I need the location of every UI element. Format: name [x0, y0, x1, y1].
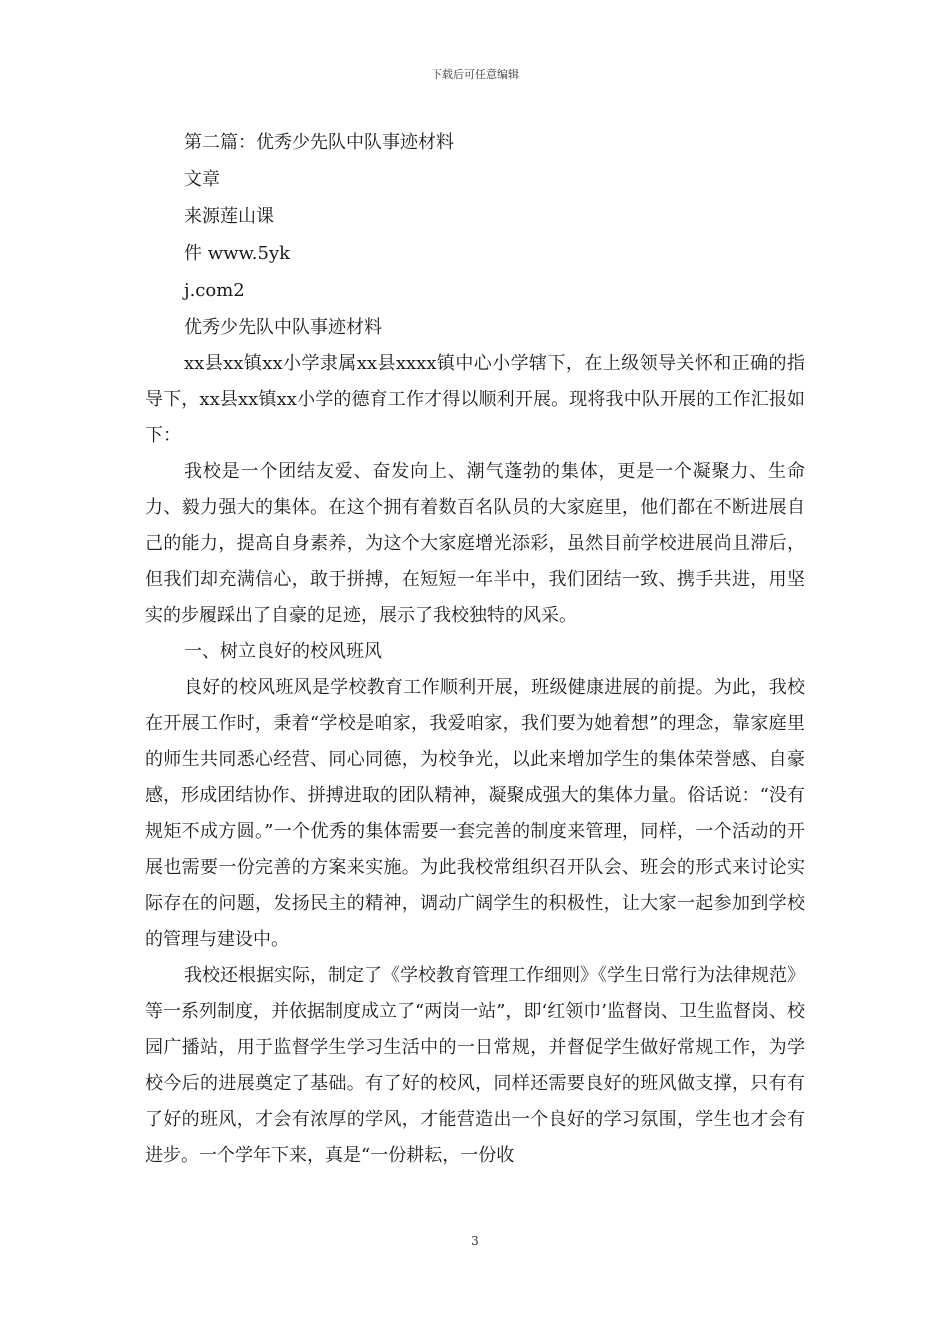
paragraph-school: 我校是一个团结友爱、奋发向上、潮气蓬勃的集体，更是一个凝聚力、生命力、毅力强大的集体。在这个拥有着数百名队员的大家庭里，他们都在不断进展自己的能力，提高自身素养，为这个大家庭增光添彩，虽然目前学校进展尚且滞后，但我们却充满信心，敢于拼搏，在短短一年半中，我们团结一致、携手共进，用坚实的步履踩出了自豪的足迹，展示了我校独特的风采。 — [145, 461, 805, 626]
paragraph-school-style: 良好的校风班风是学校教育工作顺利开展，班级健康进展的前提。为此，我校在开展工作时，秉着“学校是咱家，我爱咱家，我们要为她着想”的理念，靠家庭里的师生共同悉心经营、同心同德，为校争光，以此来增加学生的集体荣誉感、自豪感，形成团结协作、拼搏进取的团队精神，凝聚成强大的集体力量。俗话说：“没有规矩不成方圆。”一个优秀的集体需要一套完善的制度来管理，同样，一个活动的开展也需要一份完善的方案来实施。为此我校常组织召开队会、班会的形式来讨论实际存在的问题，发扬民主的精神，调动广阔学生的积极性，让大家一起参加到学校的管理与建设中。 — [145, 677, 805, 950]
paragraph-rules: 我校还根据实际，制定了《学校教育管理工作细则》《学生日常行为法律规范》等一系列制度，并依据制度成立了“两岗一站”，即‘红领巾’监督岗、卫生监督岗、校园广播站，用于监督学生学习生活中的一日常规，并督促学生做好常规工作，为学校今后的进展奠定了基础。有了好的校风，同样还需要良好的班风做支撑，只有有了好的班风，才会有浓厚的学风，才能营造出一个良好的学习氛围，学生也才会有进步。一个学年下来，真是“一份耕耘，一份收 — [145, 965, 805, 1166]
paragraph-intro: xx县xx镇xx小学隶属xx县xxxx镇中心小学辖下，在上级领导关怀和正确的指导下，xx县xx镇xx小学的德育工作才得以顺利开展。现将我中队开展的工作汇报如下： — [145, 353, 805, 446]
article-title: 第二篇：优秀少先队中队事迹材料 — [184, 132, 454, 153]
source-line-2: 来源莲山课 — [184, 206, 274, 227]
source-line-1: 文章 — [184, 169, 220, 190]
source-line-3: 件 www.5yk — [184, 243, 291, 264]
document-body — [145, 124, 805, 1174]
page-number: 3 — [471, 1234, 479, 1248]
page-header: 下载后可任意编辑 — [431, 68, 519, 81]
source-line-4: j.com2 — [184, 280, 245, 301]
section-title: 优秀少先队中队事迹材料 — [184, 317, 382, 338]
heading-school-style: 一、树立良好的校风班风 — [184, 641, 382, 662]
